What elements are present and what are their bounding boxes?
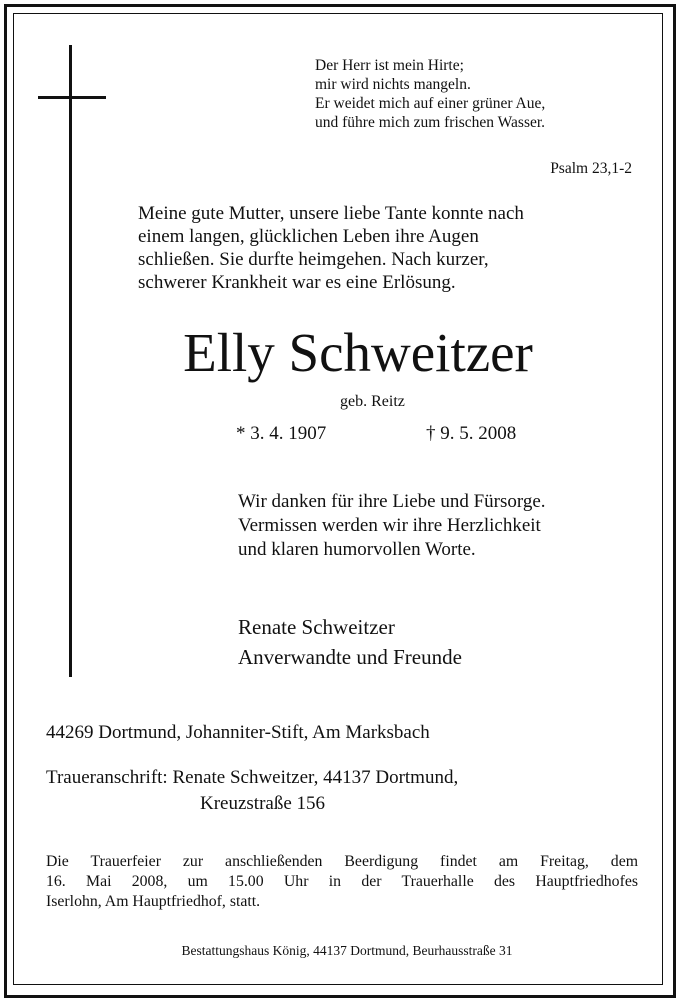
psalm-line: Der Herr ist mein Hirte;: [315, 57, 464, 74]
intro-line: einem langen, glücklichen Leben ihre Augen: [138, 226, 479, 247]
mourning-address: [46, 765, 458, 817]
service-line: Die Trauerfeier zur anschließenden Beerdigung findet am Freitag, dem: [46, 853, 638, 870]
birth-date: * 3. 4. 1907: [236, 423, 327, 444]
signer: Renate Schweitzer: [238, 615, 395, 639]
thanks-line: und klaren humorvollen Worte.: [238, 539, 476, 560]
psalm-verse: [315, 56, 635, 132]
death-date: † 9. 5. 2008: [426, 423, 517, 444]
deceased-name: Elly Schweitzer: [183, 322, 533, 383]
thanks-line: Vermissen werden wir ihre Herzlichkeit: [238, 515, 541, 536]
psalm-line: mir wird nichts mangeln.: [315, 76, 471, 93]
maiden-name: geb. Reitz: [340, 393, 405, 410]
signer: Anverwandte und Freunde: [238, 645, 462, 669]
residence-address: 44269 Dortmund, Johanniter-Stift, Am Marksbach: [46, 722, 430, 743]
mourning-address-line: Traueranschrift: Renate Schweitzer, 44137 Dortmund,: [46, 767, 459, 788]
intro-line: schließen. Sie durfte heimgehen. Nach kurzer,: [138, 249, 489, 270]
psalm-line: und führe mich zum frischen Wasser.: [315, 114, 546, 131]
psalm-reference: Psalm 23,1-2: [550, 160, 632, 177]
intro-line: Meine gute Mutter, unsere liebe Tante konnte nach: [138, 203, 524, 224]
intro-text: [138, 202, 524, 294]
cross-horizontal-bar: [38, 96, 106, 99]
service-notice: [46, 852, 638, 912]
signers: [238, 612, 462, 672]
funeral-home: Bestattungshaus König, 44137 Dortmund, Beurhausstraße 31: [181, 943, 513, 958]
intro-line: schwerer Krankheit war es eine Erlösung.: [138, 272, 456, 293]
thanks-line: Wir danken für ihre Liebe und Fürsorge.: [238, 491, 546, 512]
mourning-address-street: Kreuzstraße 156: [200, 793, 326, 814]
service-line: 16. Mai 2008, um 15.00 Uhr in der Trauerhalle des Hauptfriedhofes: [46, 873, 638, 890]
service-line: Iserlohn, Am Hauptfriedhof, statt.: [46, 893, 261, 910]
psalm-line: Er weidet mich auf einer grüner Aue,: [315, 95, 546, 112]
thanks-text: [238, 490, 546, 562]
